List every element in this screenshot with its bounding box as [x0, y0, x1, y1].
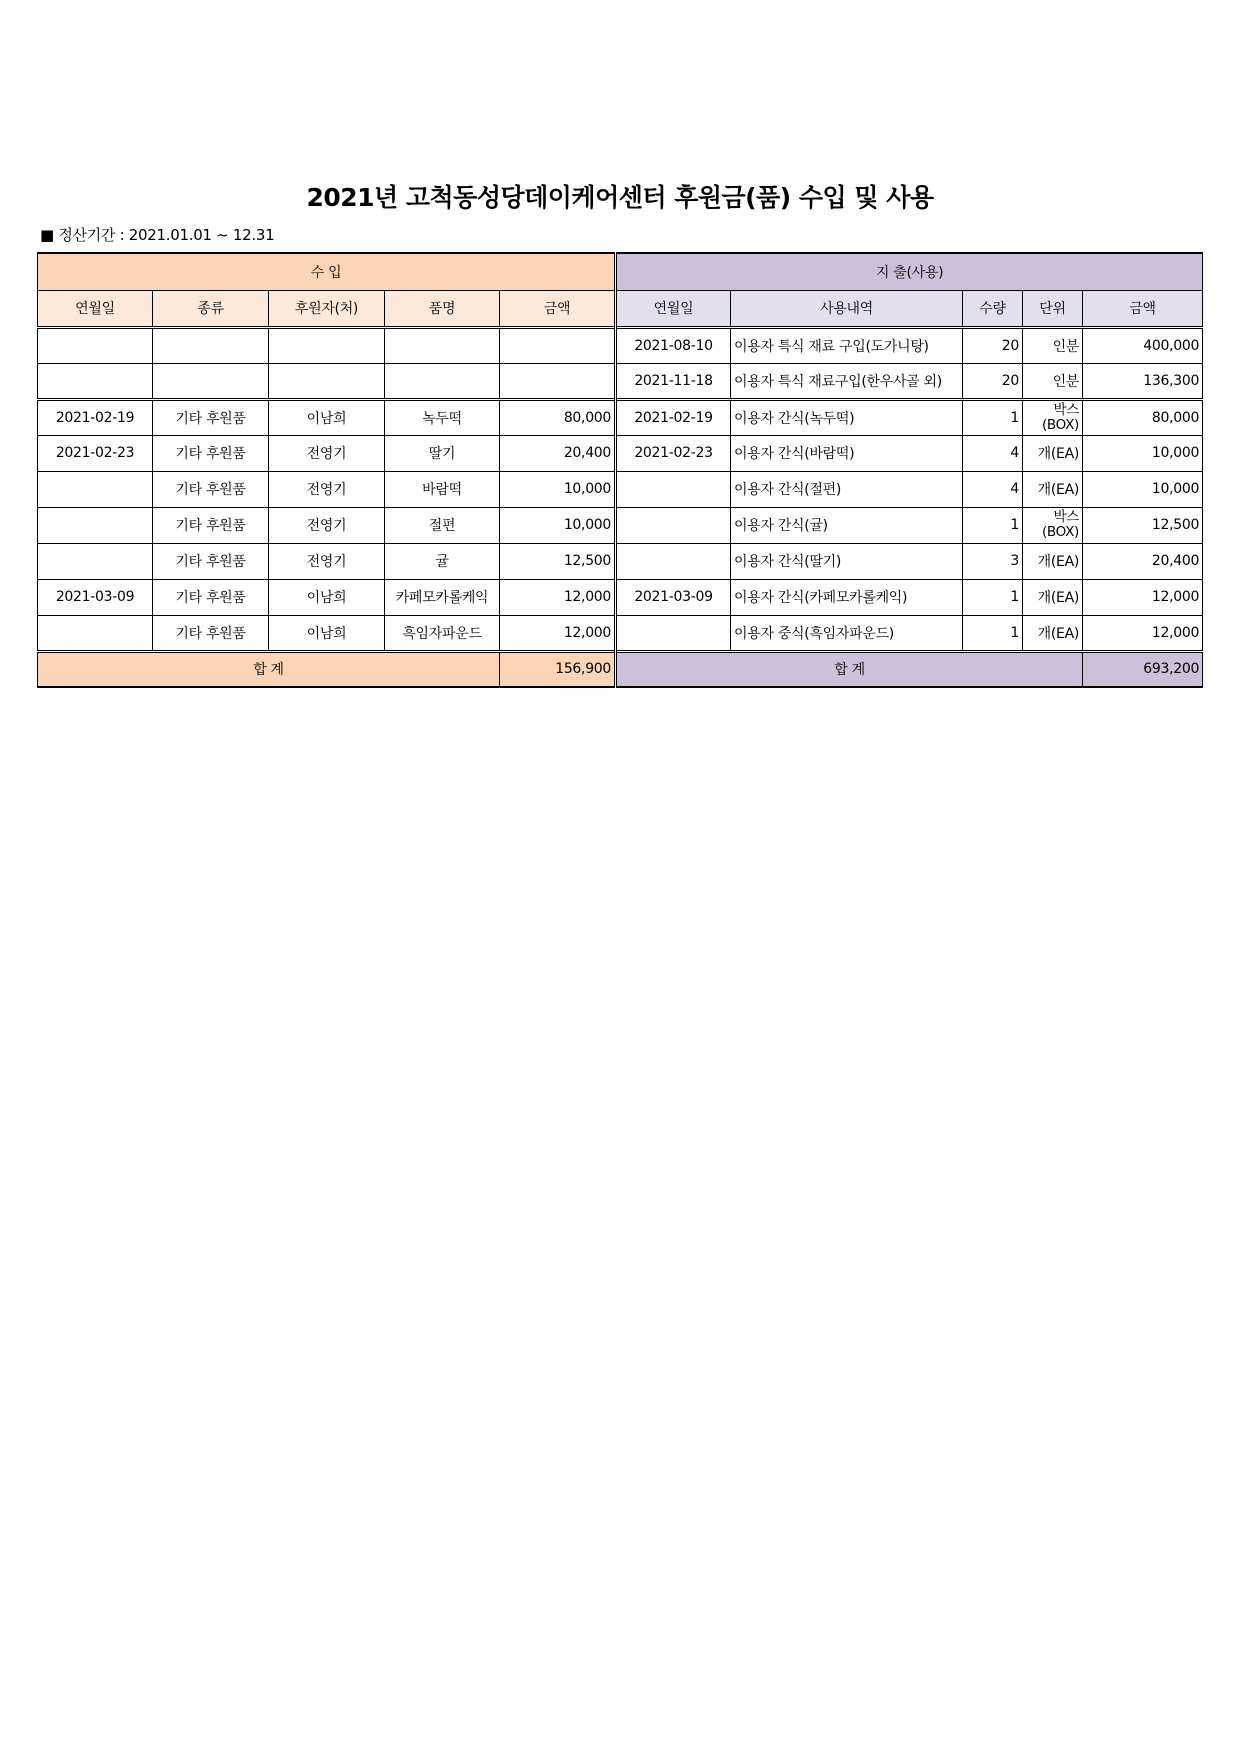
expense-unit-cell: 개(EA) — [1023, 615, 1083, 651]
unit-label: 박스 — [1053, 401, 1080, 418]
expense-amount-cell: 400,000 — [1083, 327, 1203, 363]
income-col-type: 종류 — [153, 290, 269, 327]
expense-unit-cell: 개(EA) — [1023, 543, 1083, 579]
income-item-cell: 녹두떡 — [385, 399, 500, 435]
expense-amount-cell: 10,000 — [1083, 471, 1203, 507]
unit-label-suffix: (BOX) — [1041, 524, 1080, 540]
income-date-cell — [38, 543, 153, 579]
expense-date-cell: 2021-03-09 — [616, 579, 731, 615]
income-donor-cell — [269, 327, 385, 363]
income-type-cell — [153, 327, 269, 363]
expense-unit-cell: 인분 — [1023, 327, 1083, 363]
table-row — [38, 435, 1203, 471]
income-date-cell — [38, 471, 153, 507]
income-donor-cell: 이남희 — [269, 579, 385, 615]
expense-unit-cell — [1023, 507, 1083, 543]
section-header-row — [38, 253, 1203, 290]
expense-qty-cell: 1 — [963, 507, 1023, 543]
income-item-cell: 귤 — [385, 543, 500, 579]
income-item-cell: 바람떡 — [385, 471, 500, 507]
expense-qty-cell: 1 — [963, 615, 1023, 651]
expense-col-amount: 금액 — [1083, 290, 1203, 327]
expense-amount-cell: 12,000 — [1083, 615, 1203, 651]
income-date-cell — [38, 327, 153, 363]
income-amount-cell: 10,000 — [500, 507, 616, 543]
income-amount-cell: 12,500 — [500, 543, 616, 579]
income-amount-cell: 12,000 — [500, 579, 616, 615]
expense-col-qty: 수량 — [963, 290, 1023, 327]
table-row — [38, 327, 1203, 363]
table-row — [38, 399, 1203, 435]
expense-date-cell — [616, 507, 731, 543]
income-item-cell: 카페모카롤케익 — [385, 579, 500, 615]
income-item-cell: 딸기 — [385, 435, 500, 471]
expense-desc-cell: 이용자 간식(바람떡) — [731, 435, 963, 471]
column-header-row — [38, 290, 1203, 327]
expense-unit-cell — [1023, 399, 1083, 435]
income-date-cell: 2021-02-23 — [38, 435, 153, 471]
table-row — [38, 363, 1203, 399]
expense-date-cell — [616, 471, 731, 507]
expense-qty-cell: 4 — [963, 435, 1023, 471]
expense-desc-cell: 이용자 중식(흑임자파운드) — [731, 615, 963, 651]
income-total-label: 합 계 — [38, 651, 500, 687]
expense-desc-cell: 이용자 간식(귤) — [731, 507, 963, 543]
income-date-cell — [38, 615, 153, 651]
income-type-cell: 기타 후원품 — [153, 615, 269, 651]
expense-qty-cell: 1 — [963, 399, 1023, 435]
expense-amount-cell: 80,000 — [1083, 399, 1203, 435]
expense-desc-cell: 이용자 특식 재료 구입(도가니탕) — [731, 327, 963, 363]
income-date-cell: 2021-03-09 — [38, 579, 153, 615]
income-donor-cell: 전영기 — [269, 507, 385, 543]
expense-desc-cell: 이용자 간식(절편) — [731, 471, 963, 507]
income-item-cell: 흑임자파운드 — [385, 615, 500, 651]
income-amount-cell — [500, 327, 616, 363]
expense-date-cell: 2021-02-19 — [616, 399, 731, 435]
expense-qty-cell: 4 — [963, 471, 1023, 507]
income-date-cell: 2021-02-19 — [38, 399, 153, 435]
settlement-period: ■ 정산기간 : 2021.01.01 ~ 12.31 — [40, 226, 275, 244]
income-donor-cell: 전영기 — [269, 435, 385, 471]
income-col-date: 연월일 — [38, 290, 153, 327]
expense-amount-cell: 136,300 — [1083, 363, 1203, 399]
income-total-amount: 156,900 — [500, 651, 616, 687]
income-donor-cell: 전영기 — [269, 471, 385, 507]
expense-amount-cell: 20,400 — [1083, 543, 1203, 579]
income-date-cell — [38, 507, 153, 543]
expense-date-cell: 2021-02-23 — [616, 435, 731, 471]
income-item-cell: 절편 — [385, 507, 500, 543]
table-row — [38, 579, 1203, 615]
expense-col-unit: 단위 — [1023, 290, 1083, 327]
expense-col-date: 연월일 — [616, 290, 731, 327]
expense-qty-cell: 3 — [963, 543, 1023, 579]
income-type-cell: 기타 후원품 — [153, 543, 269, 579]
income-col-donor: 후원자(처) — [269, 290, 385, 327]
expense-date-cell — [616, 543, 731, 579]
income-type-cell — [153, 363, 269, 399]
expense-desc-cell: 이용자 간식(딸기) — [731, 543, 963, 579]
income-col-item: 품명 — [385, 290, 500, 327]
income-type-cell: 기타 후원품 — [153, 435, 269, 471]
income-type-cell: 기타 후원품 — [153, 507, 269, 543]
income-section-header: 수 입 — [38, 253, 616, 290]
unit-label-suffix: (BOX) — [1041, 416, 1080, 433]
income-type-cell: 기타 후원품 — [153, 399, 269, 435]
income-donor-cell: 이남희 — [269, 399, 385, 435]
expense-amount-cell: 10,000 — [1083, 435, 1203, 471]
income-date-cell — [38, 363, 153, 399]
income-amount-cell — [500, 363, 616, 399]
income-amount-cell: 12,000 — [500, 615, 616, 651]
income-col-amount: 금액 — [500, 290, 616, 327]
expense-qty-cell: 20 — [963, 363, 1023, 399]
expense-total-amount: 693,200 — [1083, 651, 1203, 687]
expense-qty-cell: 1 — [963, 579, 1023, 615]
table-row — [38, 507, 1203, 543]
income-item-cell — [385, 327, 500, 363]
ledger-table — [37, 252, 1203, 688]
table-row — [38, 615, 1203, 651]
expense-unit-cell: 인분 — [1023, 363, 1083, 399]
income-item-cell — [385, 363, 500, 399]
expense-qty-cell: 20 — [963, 327, 1023, 363]
expense-section-header: 지 출(사용) — [616, 253, 1203, 290]
table-row — [38, 471, 1203, 507]
expense-col-desc: 사용내역 — [731, 290, 963, 327]
expense-date-cell: 2021-08-10 — [616, 327, 731, 363]
expense-desc-cell: 이용자 간식(녹두떡) — [731, 399, 963, 435]
table-row — [38, 543, 1203, 579]
total-row — [38, 651, 1203, 687]
expense-total-label: 합 계 — [616, 651, 1083, 687]
expense-date-cell — [616, 615, 731, 651]
expense-unit-cell: 개(EA) — [1023, 579, 1083, 615]
unit-label: 박스 — [1053, 509, 1080, 525]
expense-unit-cell: 개(EA) — [1023, 471, 1083, 507]
document-title: 2021년 고척동성당데이케어센터 후원금(품) 수입 및 사용 — [306, 183, 934, 212]
expense-amount-cell: 12,000 — [1083, 579, 1203, 615]
income-type-cell: 기타 후원품 — [153, 579, 269, 615]
expense-amount-cell: 12,500 — [1083, 507, 1203, 543]
expense-desc-cell: 이용자 특식 재료구입(한우사골 외) — [731, 363, 963, 399]
expense-unit-cell: 개(EA) — [1023, 435, 1083, 471]
income-type-cell: 기타 후원품 — [153, 471, 269, 507]
income-donor-cell: 이남희 — [269, 615, 385, 651]
expense-desc-cell: 이용자 간식(카페모카롤케익) — [731, 579, 963, 615]
expense-date-cell: 2021-11-18 — [616, 363, 731, 399]
income-donor-cell — [269, 363, 385, 399]
income-donor-cell: 전영기 — [269, 543, 385, 579]
income-amount-cell: 20,400 — [500, 435, 616, 471]
income-amount-cell: 10,000 — [500, 471, 616, 507]
income-amount-cell: 80,000 — [500, 399, 616, 435]
